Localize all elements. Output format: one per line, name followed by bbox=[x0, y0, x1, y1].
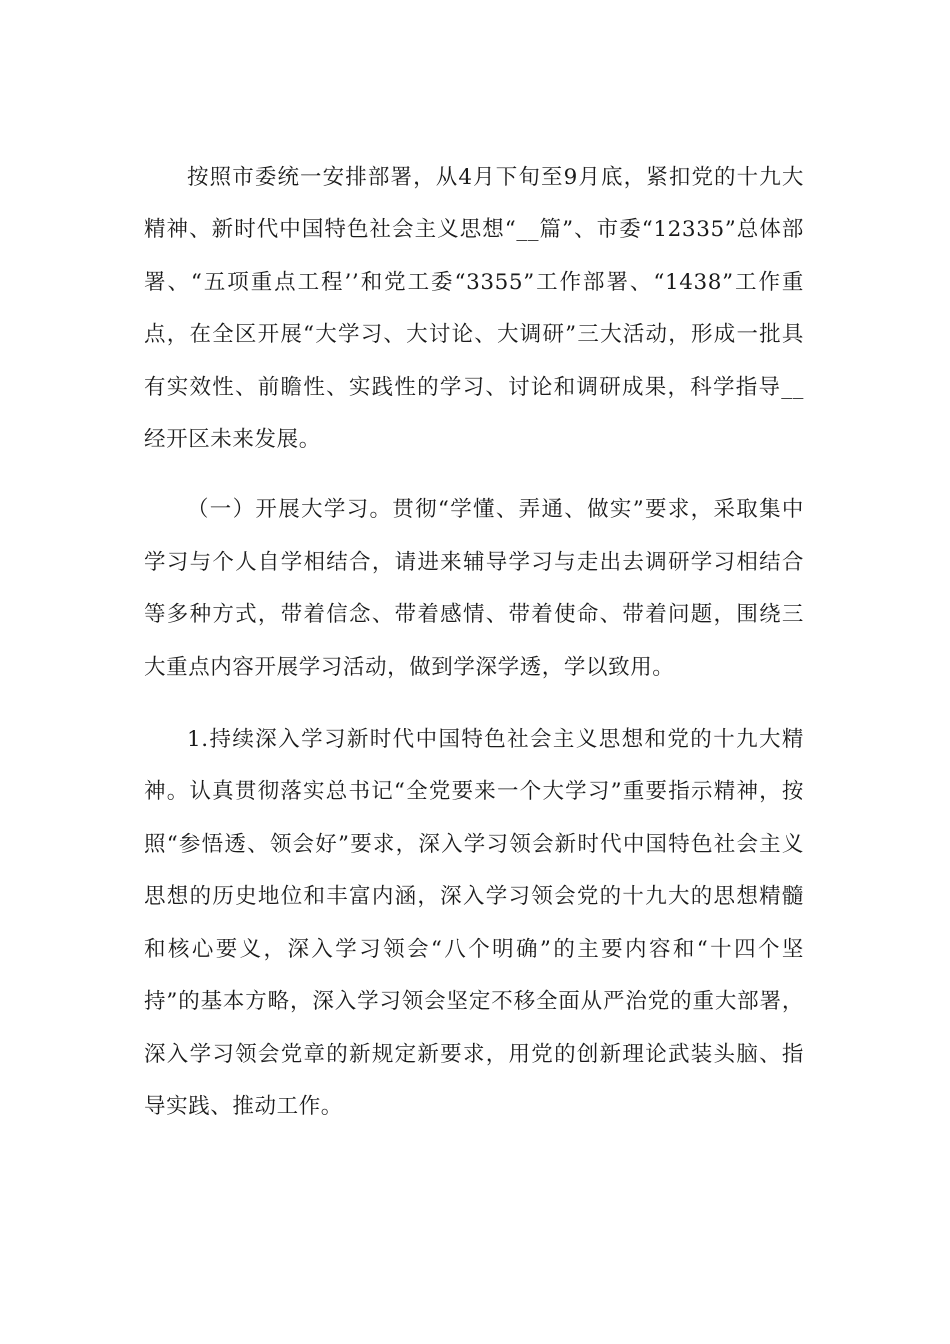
item-1-paragraph: 1.持续深入学习新时代中国特色社会主义思想和党的十九大精神。认真贯彻落实总书记“全党要来一个大学习”重要指示精神，按照“参悟透、领会好”要求，深入学习领会新时代中国特色社会主义思想的历史地位和丰富内涵，深入学习领会党的十九大的思想精髓和核心要义，深入学习领会“八个明确”的主要内容和“十四个坚持”的基本方略，深入学习领会坚定不移全面从严治党的重大部署，深入学习领会党章的新规定新要求，用党的创新理论武装头脑、指导实践、推动工作。 bbox=[144, 727, 804, 1119]
intro-paragraph: 按照市委统一安排部署，从4月下旬至9月底，紧扣党的十九大精神、新时代中国特色社会主义思想“__篇”、市委“12335”总体部署、“五项重点工程’’和党工委“3355”工作部署、“1438”工作重点，在全区开展“大学习、大讨论、大调研”三大活动，形成一批具有实效性、前瞻性、实践性的学习、讨论和调研成果，科学指导__经开区未来发展。 bbox=[144, 165, 804, 453]
document-body bbox=[144, 152, 804, 1133]
section-heading-paragraph: （一）开展大学习。贯彻“学懂、弄通、做实”要求，采取集中学习与个人自学相结合，请进来辅导学习与走出去调研学习相结合等多种方式，带着信念、带着感情、带着使命、带着问题，围绕三大重点内容开展学习活动，做到学深学透，学以致用。 bbox=[144, 497, 804, 680]
